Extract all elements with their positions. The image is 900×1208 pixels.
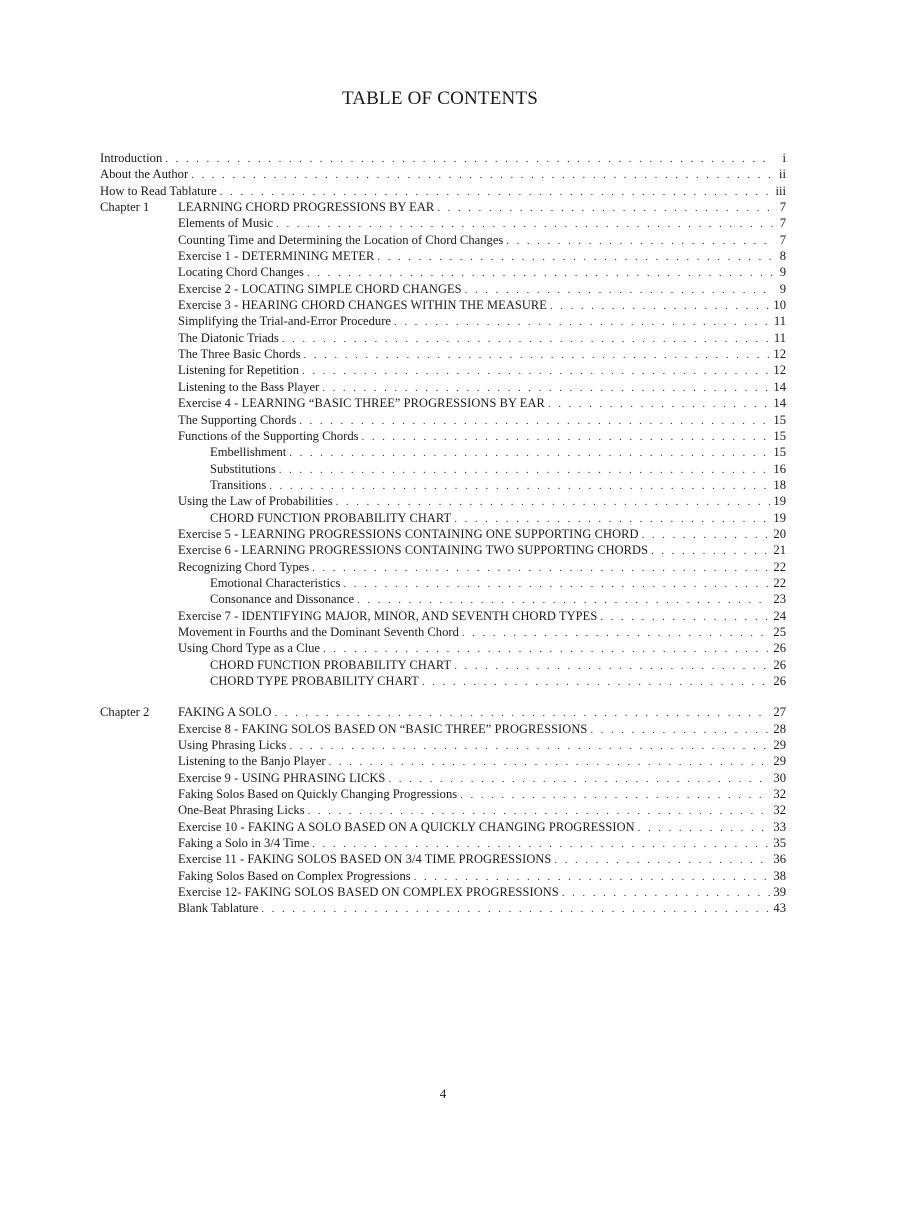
toc-page-number: 25 [773, 624, 786, 639]
toc-page-number: 22 [773, 575, 786, 590]
chapter-title: FAKING A SOLO [178, 705, 272, 720]
toc-page-number: 32 [773, 803, 786, 818]
toc-entry[interactable] [100, 297, 786, 313]
toc-page-number: 28 [773, 721, 786, 736]
toc-page-number: 33 [773, 819, 786, 834]
toc-entry[interactable] [100, 313, 786, 329]
chapter-spacer [100, 689, 786, 704]
chapter-label: Chapter 2 [100, 705, 150, 720]
dot-leader [261, 901, 770, 917]
toc-entry[interactable] [100, 526, 786, 542]
toc-entry[interactable] [100, 248, 786, 264]
toc-page-number: iii [775, 183, 786, 198]
toc-page-number: 12 [773, 363, 786, 378]
dot-leader [343, 576, 770, 592]
toc-entry-title: Embellishment [210, 445, 287, 460]
dot-leader [165, 151, 773, 167]
dot-leader [302, 363, 770, 379]
toc-entry-title: The Supporting Chords [178, 412, 297, 427]
toc-entry-title: CHORD TYPE PROBABILITY CHART [210, 674, 419, 688]
toc-chapter-entry[interactable] [100, 199, 786, 215]
toc-entry[interactable] [100, 362, 786, 378]
dot-leader [269, 478, 770, 494]
toc-entry-title: Exercise 10 - FAKING A SOLO BASED ON A QUICKLY CHANGING PROGRESSION [178, 819, 635, 834]
toc-page-number: 21 [773, 543, 786, 558]
dot-leader [220, 184, 773, 200]
toc-entry-title: Listening to the Bass Player [178, 379, 320, 394]
toc-page-number: 14 [773, 396, 786, 411]
toc-page-number: 39 [773, 885, 786, 900]
toc-entry[interactable] [100, 412, 786, 428]
toc-entry-title: Exercise 2 - LOCATING SIMPLE CHORD CHANGES [178, 281, 462, 296]
toc-entry-title: How to Read Tablature [100, 183, 217, 198]
toc-page-number: 7 [779, 232, 786, 247]
page-number: 4 [439, 1086, 447, 1101]
toc-entry[interactable] [100, 281, 786, 297]
dot-leader [308, 803, 771, 819]
toc-entry[interactable] [100, 346, 786, 362]
toc-entry-title: Exercise 4 - LEARNING “BASIC THREE” PROGRESSIONS BY EAR [178, 396, 545, 411]
toc-entry[interactable] [100, 884, 786, 900]
dot-leader [336, 494, 771, 510]
dot-leader [362, 429, 771, 445]
toc-page-number: 9 [779, 265, 786, 280]
dot-leader [562, 885, 771, 901]
dot-leader [304, 347, 771, 363]
toc-page-number: 32 [773, 787, 786, 802]
toc-page-number: 19 [773, 494, 786, 509]
dot-leader [651, 543, 770, 559]
toc-entry[interactable] [100, 786, 786, 802]
toc-page-number: 11 [773, 314, 786, 329]
toc-entry[interactable] [100, 868, 786, 884]
dot-leader [554, 852, 770, 868]
toc-entry-title: Elements of Music [178, 216, 274, 231]
dot-leader [312, 560, 770, 576]
dot-leader [437, 200, 773, 216]
toc-entry[interactable] [100, 477, 786, 493]
toc-entry[interactable] [100, 264, 786, 280]
toc-entry-title: Blank Tablature [178, 901, 259, 916]
toc-entry-title: Exercise 7 - IDENTIFYING MAJOR, MINOR, AND SEVENTH CHORD TYPES [178, 608, 598, 623]
toc-entry-title: Consonance and Dissonance [210, 592, 355, 607]
toc-entry[interactable] [100, 640, 786, 656]
toc-page-number: 43 [773, 901, 786, 916]
dot-leader [454, 511, 770, 527]
toc-page-number: 36 [773, 852, 786, 867]
toc-entry[interactable] [100, 624, 786, 640]
dot-leader [299, 413, 770, 429]
toc-entry[interactable] [100, 802, 786, 818]
toc-entry-title: Simplifying the Trial-and-Error Procedure [178, 314, 392, 329]
dot-leader [388, 771, 770, 787]
toc-entry-title: CHORD FUNCTION PROBABILITY CHART [210, 510, 452, 525]
dot-leader [394, 314, 771, 330]
toc-page-number: 20 [773, 526, 786, 541]
chapter-label: Chapter 1 [100, 200, 150, 215]
dot-leader [276, 216, 773, 232]
toc-entry[interactable] [100, 575, 786, 591]
toc-page-number: 29 [773, 754, 786, 769]
dot-leader [414, 869, 771, 885]
dot-leader [638, 820, 771, 836]
table-of-contents [100, 150, 786, 917]
toc-page-number: 26 [773, 641, 786, 656]
toc-entry[interactable] [100, 330, 786, 346]
toc-page-number: 26 [773, 674, 786, 688]
dot-leader [323, 641, 770, 657]
toc-entry-title: Substitutions [210, 461, 276, 476]
toc-entry[interactable] [100, 851, 786, 867]
toc-page-number: 27 [773, 705, 786, 720]
toc-page-number: 7 [779, 216, 786, 231]
toc-entry-title: Listening for Repetition [178, 363, 300, 378]
toc-entry[interactable] [100, 395, 786, 411]
dot-leader [460, 787, 770, 803]
dot-leader [312, 836, 770, 852]
dot-leader [422, 674, 770, 690]
toc-entry-title: Exercise 3 - HEARING CHORD CHANGES WITHIN THE MEASURE [178, 298, 547, 313]
toc-entry[interactable] [100, 493, 786, 509]
toc-page-number: 10 [773, 298, 786, 313]
toc-page-number: 8 [779, 249, 786, 264]
toc-entry-title: Introduction [100, 151, 163, 165]
toc-page-number: 38 [773, 868, 786, 883]
dot-leader [329, 754, 771, 770]
dot-leader [454, 658, 770, 674]
toc-entry-title: Listening to the Banjo Player [178, 754, 326, 769]
toc-entry-title: Using Phrasing Licks [178, 738, 287, 753]
toc-page-number: 30 [773, 770, 786, 785]
toc-entry-title: Emotional Characteristics [210, 575, 341, 590]
toc-page-number: 22 [773, 559, 786, 574]
toc-entry[interactable] [100, 608, 786, 624]
toc-entry-title: Exercise 12- FAKING SOLOS BASED ON COMPLEX PROGRESSIONS [178, 885, 559, 900]
dot-leader [550, 298, 770, 314]
toc-page-number: 35 [773, 836, 786, 851]
toc-entry-title: Exercise 1 - DETERMINING METER [178, 249, 375, 264]
toc-entry[interactable] [100, 510, 786, 526]
toc-page-number: 15 [773, 412, 786, 427]
toc-entry[interactable] [100, 753, 786, 769]
toc-entry-title: Transitions [210, 477, 267, 492]
toc-page-number: 16 [773, 461, 786, 476]
toc-entry-title: Exercise 11 - FAKING SOLOS BASED ON 3/4 TIME PROGRESSIONS [178, 852, 552, 867]
toc-entry-title: About the Author [100, 167, 189, 182]
toc-entry-title: Exercise 9 - USING PHRASING LICKS [178, 770, 386, 785]
toc-page-number: 29 [773, 738, 786, 753]
toc-entry-title: The Three Basic Chords [178, 347, 301, 362]
toc-entry-title: Recognizing Chord Types [178, 559, 310, 574]
toc-entry-title: Using the Law of Probabilities [178, 494, 333, 509]
toc-chapter-entry[interactable] [100, 704, 786, 720]
toc-entry-title: Locating Chord Changes [178, 265, 304, 280]
toc-entry[interactable] [100, 183, 786, 199]
toc-entry-title: The Diatonic Triads [178, 330, 279, 345]
toc-entry[interactable] [100, 770, 786, 786]
toc-entry[interactable] [100, 591, 786, 607]
toc-entry[interactable] [100, 559, 786, 575]
dot-leader [642, 527, 771, 543]
toc-entry[interactable] [100, 150, 786, 166]
dot-leader [322, 380, 770, 396]
toc-entry-title: Functions of the Supporting Chords [178, 428, 359, 443]
toc-entry[interactable] [100, 900, 786, 916]
dot-leader [462, 625, 771, 641]
toc-page-number: ii [779, 167, 786, 182]
toc-entry[interactable] [100, 673, 786, 689]
page-title: TABLE OF CONTENTS [341, 88, 539, 109]
toc-page-number: 23 [773, 592, 786, 607]
toc-page-number: 18 [773, 477, 786, 492]
toc-entry-title: Faking Solos Based on Complex Progressions [178, 868, 411, 883]
toc-entry[interactable] [100, 721, 786, 737]
dot-leader [377, 249, 773, 265]
toc-page-number: 26 [773, 657, 786, 672]
toc-page-number: 15 [773, 428, 786, 443]
dot-leader [289, 738, 770, 754]
toc-page-number: 11 [773, 330, 786, 345]
toc-entry-title: Exercise 6 - LEARNING PROGRESSIONS CONTAINING TWO SUPPORTING CHORDS [178, 543, 649, 558]
dot-leader [357, 592, 770, 608]
toc-entry[interactable] [100, 166, 786, 182]
toc-page-number: 14 [773, 379, 786, 394]
toc-entry[interactable] [100, 444, 786, 460]
toc-page-number: 19 [773, 510, 786, 525]
toc-entry[interactable] [100, 819, 786, 835]
toc-entry-title: Faking a Solo in 3/4 Time [178, 836, 310, 851]
dot-leader [307, 265, 773, 281]
toc-entry-title: Exercise 5 - LEARNING PROGRESSIONS CONTAINING ONE SUPPORTING CHORD [178, 526, 639, 541]
dot-leader [506, 233, 773, 249]
toc-entry[interactable] [100, 232, 786, 248]
toc-page-number: i [782, 151, 786, 165]
toc-entry[interactable] [100, 835, 786, 851]
dot-leader [289, 445, 770, 461]
dot-leader [275, 705, 771, 721]
toc-page-number: 7 [779, 200, 786, 215]
toc-page-number: 24 [773, 608, 786, 623]
dot-leader [590, 722, 770, 738]
toc-entry[interactable] [100, 461, 786, 477]
toc-entry[interactable] [100, 657, 786, 673]
toc-entry-title: CHORD FUNCTION PROBABILITY CHART [210, 657, 452, 672]
toc-entry-title: Using Chord Type as a Clue [178, 641, 320, 656]
dot-leader [282, 331, 771, 347]
toc-entry-title: Exercise 8 - FAKING SOLOS BASED ON “BASIC THREE” PROGRESSIONS [178, 721, 588, 736]
toc-entry[interactable] [100, 542, 786, 558]
toc-page-number: 15 [773, 445, 786, 460]
toc-entry-title: Faking Solos Based on Quickly Changing Progressions [178, 787, 458, 802]
toc-page-number: 12 [773, 347, 786, 362]
toc-page-number: 9 [779, 281, 786, 296]
toc-entry[interactable] [100, 428, 786, 444]
dot-leader [279, 462, 771, 478]
toc-entry-title: Counting Time and Determining the Location of Chord Changes [178, 232, 504, 247]
toc-entry-title: Movement in Fourths and the Dominant Seventh Chord [178, 624, 459, 639]
dot-leader [465, 282, 773, 298]
dot-leader [548, 396, 771, 412]
toc-entry[interactable] [100, 215, 786, 231]
toc-entry[interactable] [100, 737, 786, 753]
toc-entry[interactable] [100, 379, 786, 395]
toc-entry-title: One-Beat Phrasing Licks [178, 803, 305, 818]
dot-leader [191, 167, 773, 183]
dot-leader [600, 609, 770, 625]
chapter-title: LEARNING CHORD PROGRESSIONS BY EAR [178, 200, 435, 215]
